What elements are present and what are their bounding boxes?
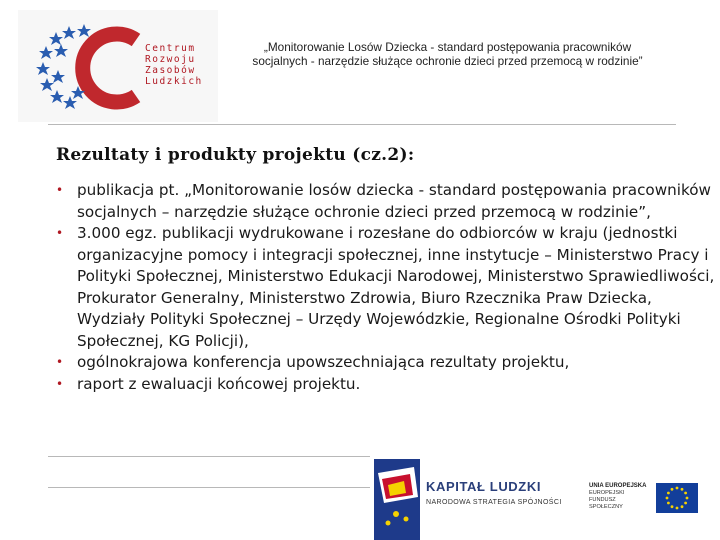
kapital-ludzki-logo bbox=[426, 479, 562, 506]
page-title: Rezultaty i produkty projektu (cz.2): bbox=[56, 145, 415, 165]
star-icon bbox=[36, 62, 50, 75]
star-icon bbox=[54, 44, 68, 57]
bullet-icon: • bbox=[56, 226, 64, 240]
list-item-text: 3.000 egz. publikacji wydrukowane i rozesłane do odbiorców w kraju (jednostki organizacyjne pomocy i integracji społecznej, inne instytucje – Ministerstwo Pracy i Polityki Społecznej, Ministerstwo Edukacji Narodowej, Ministerstwo Sprawiedliwości, Prokurator Generalny, Ministerstwo Zdrowia, Biuro Rzecznika Praw Dziecka, Wydziały Polityki Społecznej – Urzędy Wojewódzkie, Regionalne Ośrodki Polityki Społecznej, KG Policji), bbox=[77, 224, 715, 350]
star-icon bbox=[62, 26, 76, 39]
list-item-text: raport z ewaluacji końcowej projektu. bbox=[77, 374, 361, 393]
list-item bbox=[56, 352, 716, 374]
logo-text-line: Centrum bbox=[145, 43, 196, 54]
eu-flag-icon bbox=[656, 483, 698, 513]
list-item bbox=[56, 180, 716, 223]
logo-text-line: Zasobów bbox=[145, 65, 196, 76]
eu-logo-text bbox=[589, 483, 649, 511]
star-icon bbox=[49, 32, 63, 45]
kapital-ludzki-emblem-icon bbox=[374, 459, 424, 540]
content-divider-2 bbox=[48, 487, 370, 488]
eu-line: FUNDUSZ SPOŁECZNY bbox=[589, 497, 623, 510]
star-icon bbox=[77, 24, 91, 37]
star-icon bbox=[50, 90, 64, 103]
footer-logos bbox=[374, 459, 720, 540]
logo-text-line: Ludzkich bbox=[145, 76, 203, 87]
list-item bbox=[56, 223, 716, 352]
star-icon bbox=[40, 78, 54, 91]
content-divider bbox=[48, 456, 370, 457]
star-icon bbox=[51, 70, 65, 83]
list-item-text: publikacja pt. „Monitorowanie losów dziecka - standard postępowania pracowników socjalnych – narzędzie służące ochronie dzieci przed przemocą w rodzinie”, bbox=[77, 181, 711, 221]
logo-c-ring-icon bbox=[83, 34, 136, 102]
logo-wordmark bbox=[145, 43, 203, 87]
header-caption: „Monitorowanie Losów Dziecka - standard postępowania pracowników socjalnych - narzędzie służące ochronie dzieci przed przemocą w rodzinie” bbox=[252, 40, 643, 68]
list-item-text: ogólnokrajowa konferencja upowszechniająca rezultaty projektu, bbox=[77, 353, 570, 371]
crzl-logo bbox=[18, 10, 218, 122]
star-icon bbox=[39, 46, 53, 59]
eu-line: EUROPEJSKI bbox=[589, 490, 625, 496]
logo-text-line: Rozwoju bbox=[145, 54, 196, 65]
bullet-icon: • bbox=[56, 376, 64, 391]
bullet-icon: • bbox=[56, 183, 64, 197]
bullet-list bbox=[56, 180, 716, 395]
eu-title: UNIA EUROPEJSKA bbox=[589, 483, 647, 489]
list-item bbox=[56, 374, 716, 396]
star-icon bbox=[63, 96, 77, 109]
kapital-ludzki-title: KAPITAŁ LUDZKI bbox=[426, 479, 542, 494]
bullet-icon: • bbox=[56, 355, 64, 369]
kapital-ludzki-subtitle: NARODOWA STRATEGIA SPÓJNOŚCI bbox=[426, 499, 562, 506]
header-divider bbox=[48, 124, 676, 125]
